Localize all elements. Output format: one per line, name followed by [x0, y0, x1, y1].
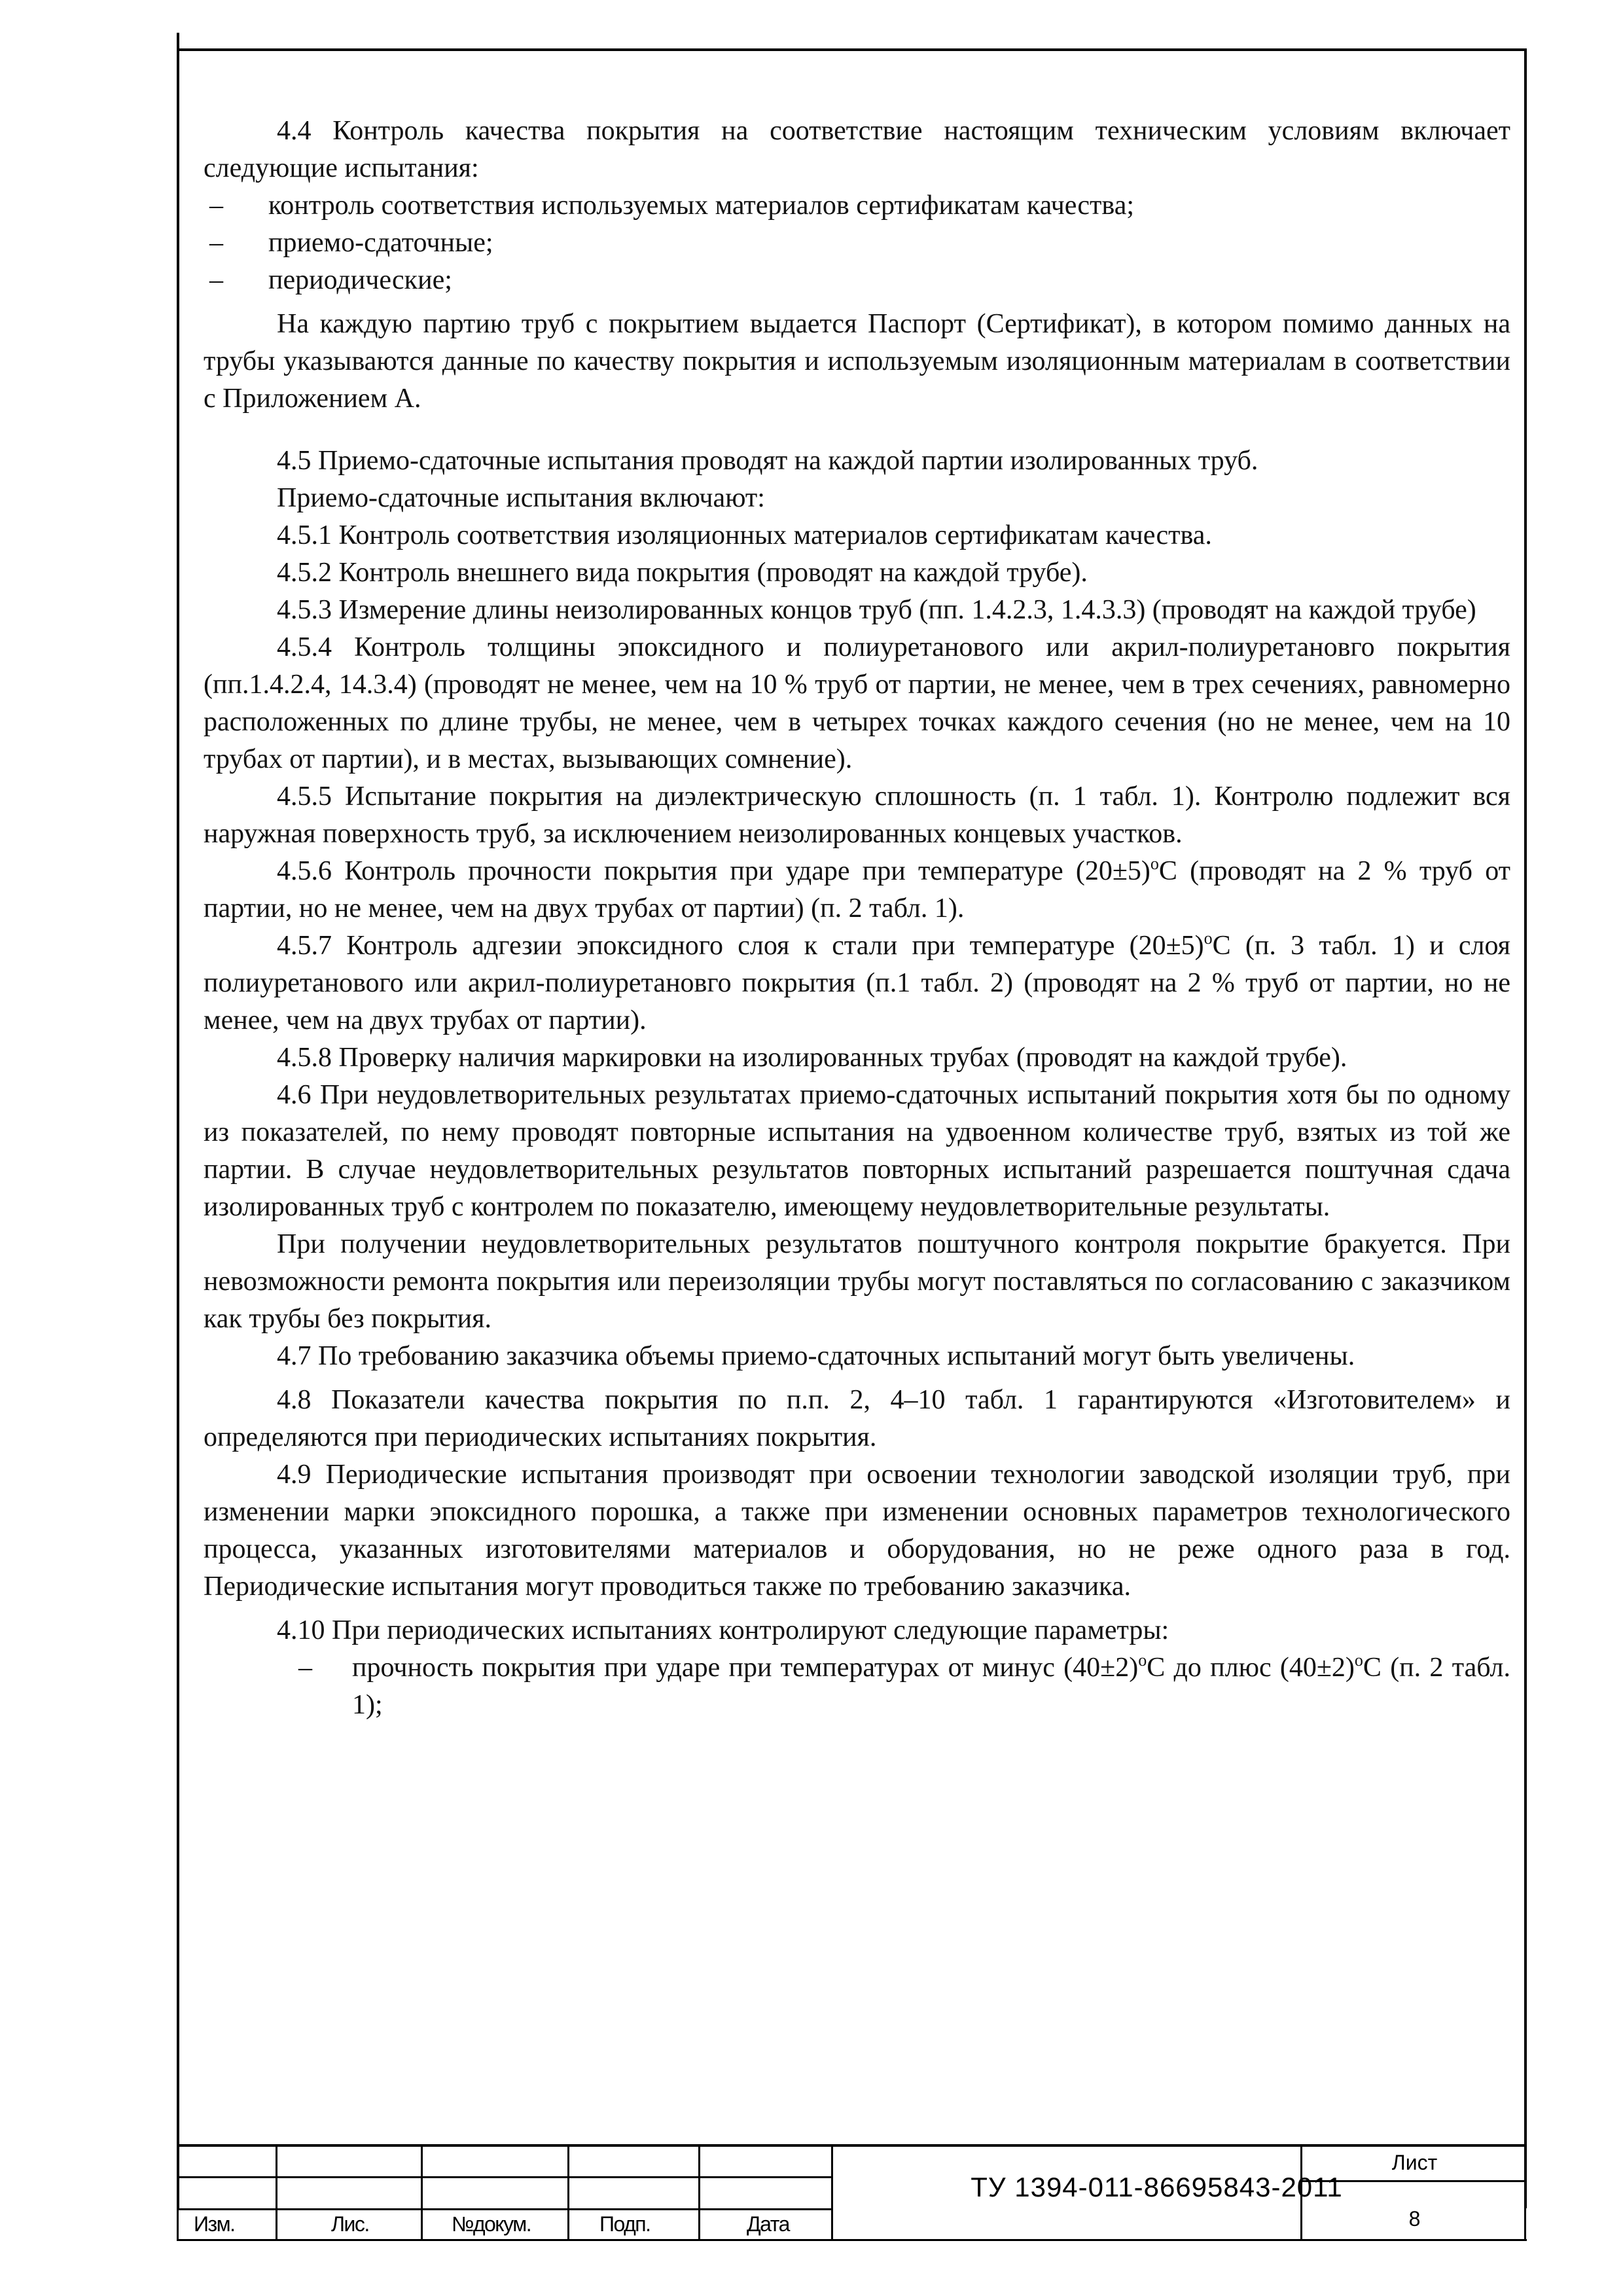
paragraph-4-4: 4.4 Контроль качества покрытия на соответствие настоящим техническим условиям включает следующие испытания: — [204, 116, 1510, 183]
text-run: С (проводят на 2 % труб от партии, но не менее, чем на двух трубах от партии) (п. 2 табл. 1). — [204, 856, 1511, 924]
list-item-text: периодические; — [268, 265, 452, 295]
sheet-label: Лист — [1391, 2151, 1438, 2174]
paragraph-4-10: 4.10 При периодических испытаниях контролируют следующие параметры: — [277, 1615, 1169, 1645]
paragraph-4-5-5: 4.5.5 Испытание покрытия на диэлектрическую сплошность (п. 1 табл. 1). Контролю подлежит вся наружная поверхность труб, за исключением неизолированных концевых участков. — [204, 781, 1510, 849]
label-izm: Изм. — [194, 2212, 235, 2236]
text-run: С (п. 3 табл. 1) и слоя полиуретанового или акрил-полиуретановго покрытия (п.1 табл. 2) (проводят на 2 % труб от партии, но не менее, чем на двух трубах от партии). — [204, 931, 1511, 1035]
text-run: С (п. 2 табл. 1); — [352, 1653, 1510, 1720]
dash-marker: – — [298, 1653, 312, 1683]
paragraph-4-5-2: 4.5.2 Контроль внешнего вида покрытия (проводят на каждой трубе). — [277, 558, 1088, 588]
grid-line — [276, 2147, 277, 2241]
dash-marker: – — [209, 190, 223, 221]
paragraph-4-5-6 — [204, 853, 1510, 927]
label-ndokum: №докум. — [452, 2212, 531, 2236]
dash-marker: – — [209, 265, 223, 295]
paragraph-4-6-continued: При получении неудовлетворительных результатов поштучного контроля покрытие бракуется. При невозможности ремонта покрытия или переизоляции трубы могут поставляться по согласованию с заказчиком как трубы без покрытия. — [204, 1229, 1510, 1334]
grid-line — [177, 2147, 179, 2241]
paragraph-passport: На каждую партию труб с покрытием выдается Паспорт (Сертификат), в котором помимо данных на трубы указываются данные по качеству покрытия и используемым изоляционным материалам в соответствии с Приложением А. — [204, 309, 1510, 414]
dash-marker: – — [209, 228, 223, 258]
document-body — [204, 113, 1510, 1724]
grid-line — [831, 2147, 833, 2241]
list-item — [204, 224, 1510, 262]
list-item — [204, 187, 1510, 224]
paragraph-4-5: 4.5 Приемо-сдаточные испытания проводят на каждой партии изолированных труб. — [277, 446, 1258, 476]
degree-sign: о — [1138, 1651, 1147, 1670]
degree-sign: о — [1150, 854, 1159, 873]
list-item — [204, 262, 1510, 299]
degree-sign: о — [1354, 1651, 1363, 1670]
list-item-text: приемо-сдаточные; — [268, 228, 493, 258]
paragraph-4-5-7 — [204, 927, 1510, 1039]
document-code: ТУ 1394-011-86695843-2011 — [971, 2172, 1343, 2202]
list-item-text: контроль соответствия используемых материалов сертификатам качества; — [268, 190, 1134, 221]
text-run: С до плюс (40±2) — [1147, 1653, 1355, 1683]
text-run: 4.5.7 Контроль адгезии эпоксидного слоя к стали при температуре (20±5) — [277, 931, 1204, 961]
degree-sign: о — [1204, 929, 1213, 948]
paragraph-4-5-3: 4.5.3 Измерение длины неизолированных концов труб (пп. 1.4.2.3, 1.4.3.3) (проводят на каждой трубе) — [277, 595, 1476, 625]
title-block — [177, 2144, 1527, 2238]
label-podp: Подп. — [599, 2212, 651, 2236]
text-run: прочность покрытия при ударе при температурах от минус (40±2) — [352, 1653, 1139, 1683]
label-data: Дата — [747, 2212, 789, 2236]
paragraph-4-6: 4.6 При неудовлетворительных результатах приемо-сдаточных испытаний покрытия хотя бы по одному из показателей, по нему проводят повторные испытания на удвоенном количестве труб, взятых из той же партии. В случае неудовлетворительных результатов повторных испытаний разрешается поштучная сдача изолированных труб с контролем по показателю, имеющему неудовлетворительные результаты. — [204, 1080, 1510, 1222]
paragraph-4-5-4: 4.5.4 Контроль толщины эпоксидного и полиуретанового или акрил-полиуретановго покрытия (пп.1.4.2.4, 14.3.4) (проводят не менее, чем на 10 % труб от партии, не менее, чем в трех сечениях, равномерно расположенных по длине трубы, не менее, чем в четырех точках каждого сечения (но не менее, чем на 10 трубах от партии), и в местах, вызывающих сомнение). — [204, 632, 1510, 774]
grid-line — [421, 2147, 423, 2241]
label-lis: Лис. — [331, 2212, 369, 2236]
grid-line — [177, 2208, 833, 2210]
grid-line — [567, 2147, 569, 2241]
text-run: 4.5.6 Контроль прочности покрытия при ударе при температуре (20±5) — [277, 856, 1150, 886]
list-item — [204, 1649, 1510, 1724]
paragraph-4-7: 4.7 По требованию заказчика объемы приемо-сдаточных испытаний могут быть увеличены. — [277, 1341, 1355, 1371]
paragraph-4-5-8: 4.5.8 Проверку наличия маркировки на изолированных трубах (проводят на каждой трубе). — [277, 1043, 1347, 1073]
grid-line — [698, 2147, 700, 2241]
paragraph-4-8: 4.8 Показатели качества покрытия по п.п. 2, 4–10 табл. 1 гарантируются «Изготовителем» и определяются при периодических испытаниях покрытия. — [204, 1385, 1510, 1452]
bottom-edge-line — [177, 2239, 1527, 2241]
paragraph-4-5-includes: Приемо-сдаточные испытания включают: — [277, 483, 765, 513]
paragraph-4-9: 4.9 Периодические испытания производят при освоении технологии заводской изоляции труб, при изменении марки эпоксидного порошка, а также при изменении основных параметров технологического процесса, указанных изготовителями материалов и оборудования, но не реже одного раза в год. Периодические испытания могут проводиться также по требованию заказчика. — [204, 1460, 1510, 1602]
sheet-number: 8 — [1408, 2207, 1421, 2231]
paragraph-4-5-1: 4.5.1 Контроль соответствия изоляционных материалов сертификатам качества. — [277, 520, 1212, 550]
grid-line — [177, 2176, 833, 2178]
list-item-text — [352, 1649, 1510, 1724]
